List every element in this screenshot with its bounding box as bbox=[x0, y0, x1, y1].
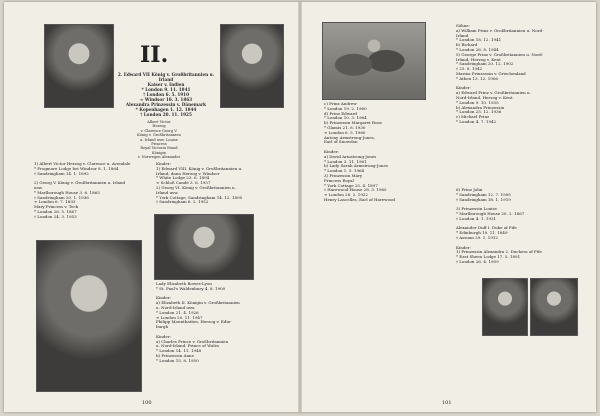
portrait-alexandra bbox=[220, 24, 284, 108]
left-column-3: Lady Elizabeth Bowes-Lyon * St. Paul's Waldenbury 4. 8. 1900 Kinder: a) Elizabeth II. Königin v. Großbritannien u. Nord-Irland usw. * London 21. 4. 1926 ∞ London 20. 11. 1947 Philipp Mountbatten, Herzog v. Edin- burgh Kinder: a) Charles Prince v. Großbritannien u. Nord-Irland, Prince of Wales * London 14. 11. 1948 b) Prinzessin Anne * London 15. 8. 1950 bbox=[156, 281, 240, 363]
page-number-left: 100 bbox=[142, 400, 152, 406]
page-number-right: 101 bbox=[442, 400, 452, 406]
left-column-1: 1) Albert Victor Herzog v. Clarence u. Avondale * Frogmore Lodge bei Windsor 8. 1. 1864 † Sandringham 14. 1. 1892 2) Georg V. König v. Großbritannien u. Irland usw. * Marlborough House 3. 6. 1865 † Sandringham 20. 1. 1936 ∞ London 6. 7. 1893 Mary Princess v. Teck * London 26. 5. 1867 † London 24. 3. 1953 bbox=[34, 161, 131, 219]
portrait-george-vi bbox=[154, 214, 254, 280]
portrait-duke-of-fife bbox=[482, 278, 528, 336]
left-page bbox=[4, 2, 300, 412]
portrait-edward-vii bbox=[44, 24, 114, 108]
left-column-2: Kinder: 1) Edward VIII. König v. Großbritannien u. Irland, dann Herzog v. Windsor * White Lodge 23. 6. 1894 ∞ Schloß Candé 3. 6. 1937 2) Georg VI. König v. Großbritannien u. Irland usw. * York Cottage, Sandringham 14. 12. 1895 † Sandringham 6. 2. 1952 bbox=[156, 161, 243, 205]
header-block: 2. Edward VII König v. Großbritannien u. Irland Kaiser v. Indien * London 9. 11. 1841 † London 6. 5. 1910 ∞ Windsor 10. 3. 1863 Alexandra Prinzessin v. Dänemark * Kopenhagen 1. 12. 1844 † London 20. 11. 1925 bbox=[117, 72, 215, 117]
book-spread bbox=[4, 2, 596, 412]
chapter-numeral: II. bbox=[140, 42, 169, 68]
right-column-1: c) Prinz Andrew * London 19. 2. 1960 d) Prinz Edward * London 10. 3. 1964 b) Prinzessin Margaret Rose * Glamis 21. 8. 1930 ∞ London 6. 5. 1960 Antony Armstrong-Jones, Earl of Snowdon Kinder: a) David Armstrong-Jones * London 3. 11. 1961 b) Lady Sarah Armstrong-Jones * London 1. 5. 1964 3) Prinzessin Mary Princess Royal * York Cottage 25. 4. 1897 † Harewood House 28. 3. 1965 ∞ London 28. 2. 1922 Henry Lascelles, Earl of Harewood bbox=[324, 101, 395, 202]
children-row: Albert Victor Herzog v. Clarence Georg V. König v. Großbritannien u. Irland usw. Louise Princess Royal Victoria Maud Königin v. Norwegen Alexander bbox=[137, 120, 181, 160]
portrait-family-group bbox=[36, 240, 142, 392]
right-page bbox=[300, 2, 596, 412]
right-column-2: Söhne: a) William Prinz v. Großbritannien u. Nord- Irland * London 18. 12. 1941 b) Richard * London 26. 8. 1944 5) George Prinz v. Großbritannien u. Nord- Irland, Herzog v. Kent * Sandringham 20. 12. 1902 † 25. 8. 1942 Marina Prinzessin v. Griechenland * Athen 13. 12. 1906 Kinder: a) Edward Prinz v. Großbritannien u. Nord-Irland, Herzog v. Kent * London 9. 10. 1935 b) Alexandra Prinzessin * London 25. 12. 1936 c) Michael Prinz * London 4. 7. 1942 bbox=[456, 23, 544, 124]
right-column-3: 6) Prinz John * Sandringham 12. 7. 1905 † Sandringham 18. 1. 1919 3) Prinzessin Louise * Marlborough House 20. 2. 1867 † London 4. 1. 1931 Alexander Duff I. Duke of Fife * Edinburgh 10. 11. 1849 † Assuan 29. 1. 1912 Kinder: 1) Prinzessin Alexandra 2. Duchess of Fife * East Sheen Lodge 17. 5. 1891 † London 26. 4. 1959 bbox=[456, 187, 542, 264]
photo-royal-family-group bbox=[322, 22, 426, 100]
portrait-princess-louise bbox=[530, 278, 578, 336]
